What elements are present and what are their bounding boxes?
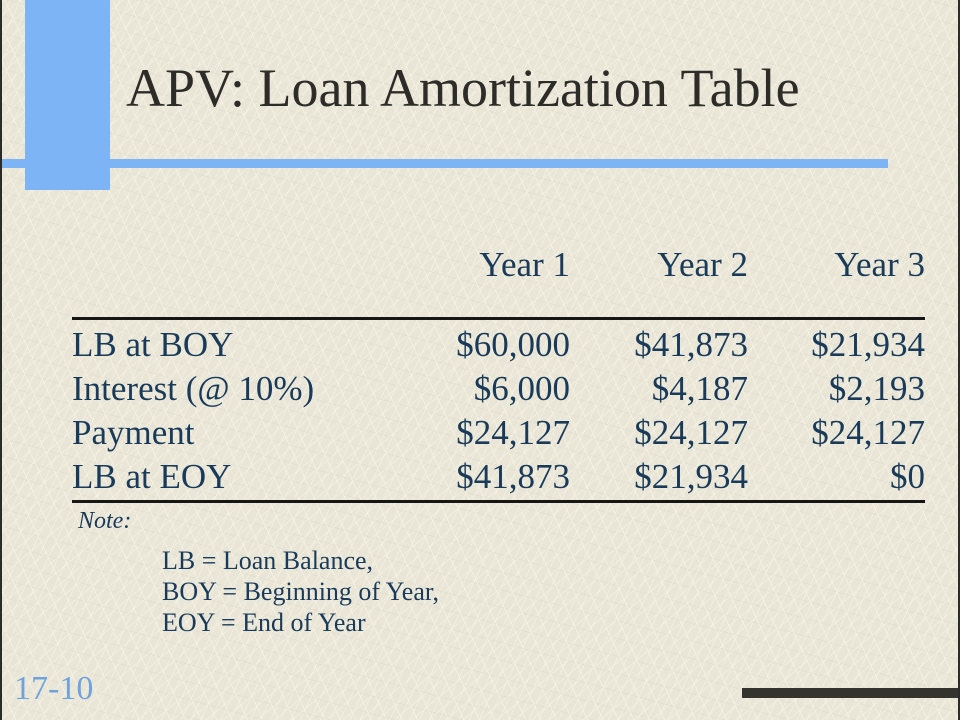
- table-cell: $4,187: [651, 369, 748, 408]
- table-cell: $24,127: [811, 413, 925, 452]
- table-cell: $60,000: [456, 325, 570, 364]
- table-cell: $6,000: [473, 369, 570, 408]
- table-cell: $0: [890, 457, 925, 496]
- footer-accent-bar: [742, 688, 960, 698]
- table-header-row: [72, 243, 925, 287]
- slide-title: APV: Loan Amortization Table: [126, 58, 800, 118]
- note-definitions: [162, 545, 439, 638]
- row-label: Payment: [72, 413, 195, 452]
- note-label: Note:: [78, 508, 132, 534]
- table-top-rule: [72, 317, 925, 320]
- col-header-year1: Year 1: [479, 245, 570, 284]
- note-line: BOY = Beginning of Year,: [162, 577, 439, 606]
- title-underline-bar: [0, 159, 888, 168]
- table-header-spacer: [72, 243, 360, 287]
- note-line: LB = Loan Balance,: [162, 546, 374, 575]
- table-bottom-rule: [72, 500, 925, 503]
- note-line: EOY = End of Year: [162, 608, 366, 637]
- table-cell: $24,127: [634, 413, 748, 452]
- row-label: Interest (@ 10%): [72, 369, 315, 408]
- table-cell: $41,873: [456, 457, 570, 496]
- accent-rectangle: [25, 0, 110, 190]
- table-cell: $2,193: [828, 369, 925, 408]
- row-label: LB at EOY: [72, 457, 232, 496]
- table-cell: $21,934: [811, 325, 925, 364]
- row-label: LB at BOY: [72, 325, 234, 364]
- table-cell: $24,127: [456, 413, 570, 452]
- table-cell: $21,934: [634, 457, 748, 496]
- table-cell: $41,873: [634, 325, 748, 364]
- amortization-table: [72, 323, 925, 499]
- left-edge-strip: [0, 0, 2, 720]
- col-header-year2: Year 2: [657, 245, 748, 284]
- slide-page-number: 17-10: [14, 670, 94, 707]
- col-header-year3: Year 3: [834, 245, 925, 284]
